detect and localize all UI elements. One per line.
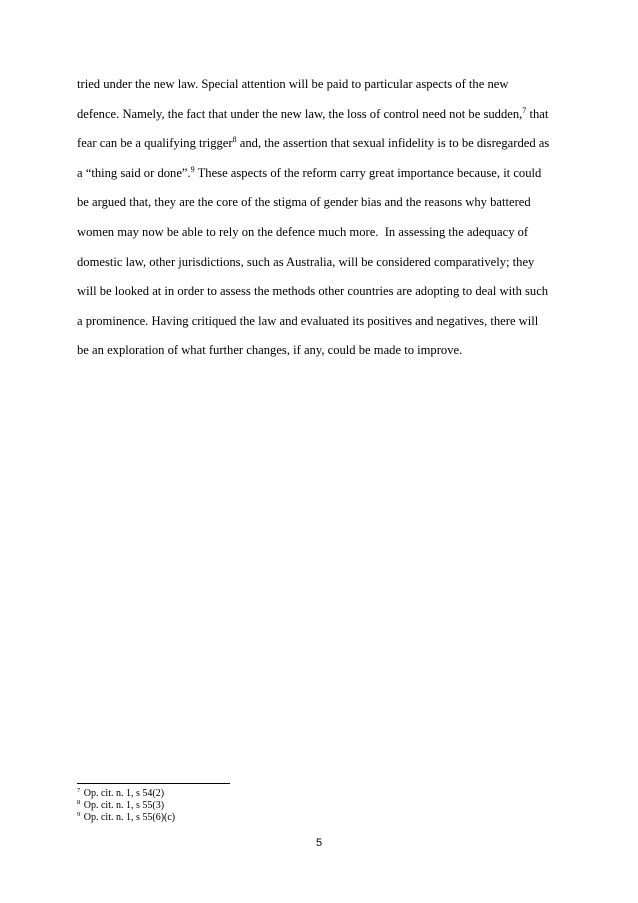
body-line: [77, 307, 577, 337]
body-line-text-after: and, the assertion that sexual infidelity is to be disregarded as: [236, 136, 550, 151]
body-line: [77, 277, 577, 307]
body-line: [77, 218, 577, 248]
body-line: [77, 336, 577, 366]
body-line-text: fear can be a qualifying trigger: [77, 136, 233, 151]
footnote-text: Op. cit. n. 1, s 55(6)(c): [81, 812, 176, 823]
footnote-reference[interactable]: 8: [232, 135, 237, 145]
footnote-item: [77, 788, 175, 800]
footnote-text: Op. cit. n. 1, s 54(2): [81, 788, 165, 799]
footnote-reference[interactable]: 7: [522, 105, 527, 115]
footnote-item: [77, 812, 175, 824]
body-line-text: domestic law, other jurisdictions, such as Australia, will be considered comparatively; they: [77, 254, 535, 269]
body-line: [77, 248, 577, 278]
footnote-reference[interactable]: 9: [190, 164, 195, 174]
page-number: 5: [315, 837, 323, 849]
footnote-text: Op. cit. n. 1, s 55(3): [81, 800, 165, 811]
body-line-text: be argued that, they are the core of the stigma of gender bias and the reasons why battered: [77, 195, 531, 210]
footnote-separator: [77, 783, 230, 784]
body-line: [77, 188, 577, 218]
footnote-list: [77, 788, 175, 824]
body-line-text: will be looked at in order to assess the methods other countries are adopting to deal with such: [77, 284, 549, 299]
body-line: [77, 70, 577, 100]
body-line-text-after: that: [526, 106, 549, 121]
footnote-number: 9: [77, 811, 81, 818]
body-line-text: defence. Namely, the fact that under the new law, the loss of control need not be sudden,: [77, 106, 523, 121]
body-line-text: women may now be able to rely on the defence much more. In assessing the adequacy of: [77, 224, 529, 239]
body-line-text: a “thing said or done”.: [77, 165, 191, 180]
body-line-text: tried under the new law. Special attention will be paid to particular aspects of the new: [77, 77, 509, 91]
footnote-item: [77, 800, 175, 812]
body-line-text: be an exploration of what further changes, if any, could be made to improve.: [77, 343, 463, 358]
body-line: [77, 159, 577, 189]
body-line: [77, 100, 577, 130]
body-line: [77, 129, 577, 159]
footnote-number: 8: [77, 799, 81, 806]
body-line-text: a prominence. Having critiqued the law and evaluated its positives and negatives, there will: [77, 313, 539, 328]
body-paragraph: [77, 70, 577, 366]
body-line-text-after: These aspects of the reform carry great importance because, it could: [194, 165, 542, 180]
footnote-number: 7: [77, 787, 81, 794]
